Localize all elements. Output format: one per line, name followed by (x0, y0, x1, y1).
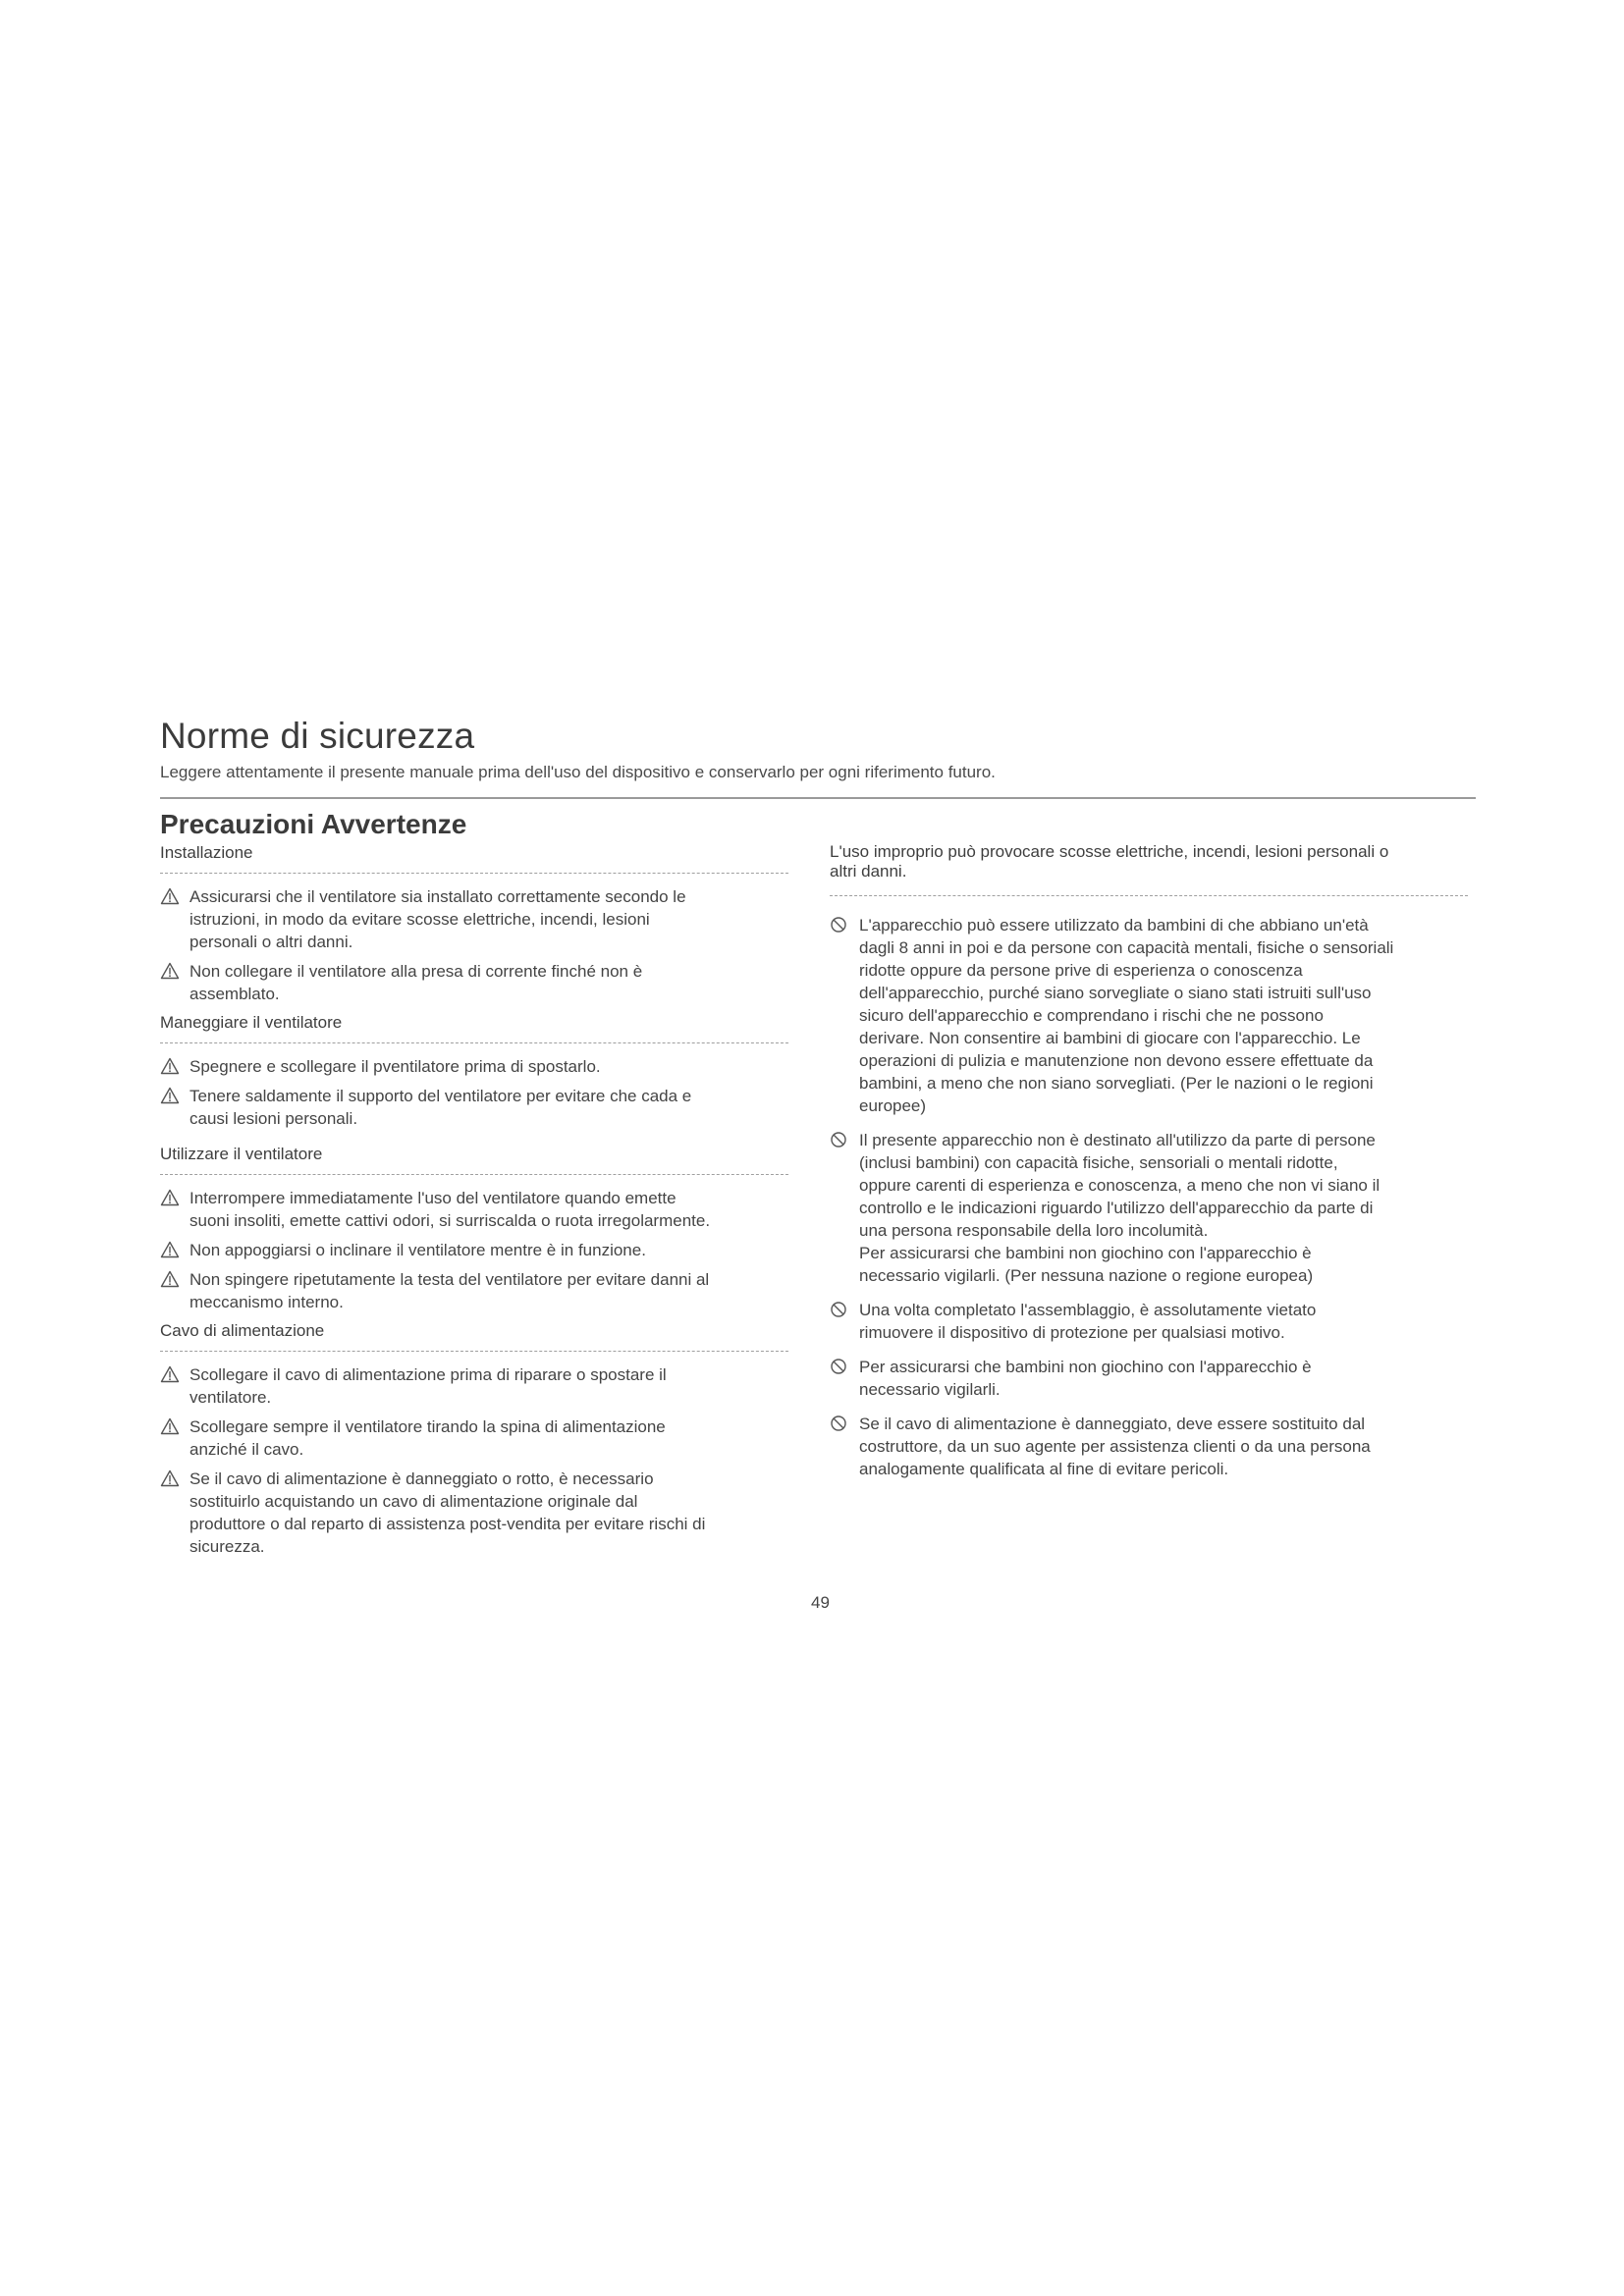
list-item (160, 1468, 788, 1558)
warning-icon (160, 1187, 189, 1207)
page-title: Norme di sicurezza (160, 716, 475, 756)
list-item-text: Non collegare il ventilatore alla presa di corrente finché non è assemblato. (189, 962, 643, 1003)
list-item-text: Tenere saldamente il supporto del ventilatore per evitare che cada e causi lesioni personali. (189, 1087, 692, 1128)
warning-icon (160, 1055, 189, 1076)
prohibited-icon (830, 1129, 859, 1149)
group-title: Maneggiare il ventilatore (160, 1013, 343, 1032)
list-item-text: Scollegare sempre il ventilatore tirando la spina di alimentazione anziché il cavo. (189, 1417, 666, 1459)
list-item-text: Il presente apparecchio non è destinato all'utilizzo da parte di persone (inclusi bambini) con capacità fisiche, sensoriali o mentali ridotte, oppure carenti di esperienza e conoscenza, a meno che non vi siano il controllo e le indicazioni riguardo l'utilizzo dell'apparecchio da parte di una persona responsabile della loro incolumità. Per assicurarsi che bambini non giochino con l'apparecchio è necessario vigilarli. (Per nessuna nazione o regione europea) (859, 1131, 1380, 1285)
dashed-divider (160, 1174, 788, 1175)
list-item (830, 1299, 1468, 1344)
dashed-divider (160, 1042, 788, 1043)
warning-icon (160, 1363, 189, 1384)
warning-icon (160, 1468, 189, 1488)
list-item (160, 1187, 788, 1232)
list-item (830, 1129, 1468, 1287)
list-item-text: Scollegare il cavo di alimentazione prima di riparare o spostare il ventilatore. (189, 1365, 667, 1407)
warning-icon (160, 885, 189, 906)
list-item-text: Se il cavo di alimentazione è danneggiato o rotto, è necessario sostituirlo acquistando un cavo di alimentazione originale dal produttore o dal reparto di assistenza post-vendita per evitare rischi di sicurezza. (189, 1469, 706, 1556)
dashed-divider (160, 873, 788, 874)
list-item (160, 1055, 788, 1078)
list-item (160, 1363, 788, 1409)
dashed-divider (830, 895, 1468, 896)
warning-icon (160, 960, 189, 981)
list-item-text: Per assicurarsi che bambini non giochino con l'apparecchio è necessario vigilarli. (859, 1358, 1312, 1399)
title-divider (160, 797, 1476, 799)
warning-icon (160, 1415, 189, 1436)
page-subtitle: Leggere attentamente il presente manuale prima dell'uso del dispositivo e conservarlo per ogni riferimento futuro. (160, 763, 996, 781)
group-title: Utilizzare il ventilatore (160, 1145, 323, 1163)
warning-icon (160, 1239, 189, 1259)
section-title: Precauzioni Avvertenze (160, 809, 467, 839)
list-item-text: Assicurarsi che il ventilatore sia installato correttamente secondo le istruzioni, in modo da evitare scosse elettriche, incendi, lesioni personali o altri danni. (189, 887, 686, 951)
list-item-text: Non spingere ripetutamente la testa del ventilatore per evitare danni al meccanismo interno. (189, 1270, 710, 1311)
safety-page (160, 715, 1476, 1556)
list-item-text: Se il cavo di alimentazione è danneggiato, deve essere sostituito dal costruttore, da un suo agente per assistenza clienti o da una persona analogamente qualificata al fine di evitare pericoli. (859, 1415, 1371, 1478)
list-item-text: L'apparecchio può essere utilizzato da bambini di che abbiano un'età dagli 8 anni in poi e da persone con capacità mentali, fisiche o sensoriali ridotte oppure da persone prive di esperienza o conoscenza dell'apparecchio, purché siano sorvegliate o siano stati istruiti sull'uso sicuro dell'apparecchio e comprendano i rischi che ne possono derivare. Non consentire ai bambini di giocare con l'apparecchio. Le operazioni di pulizia e manutenzione non devono essere effettuate da bambini, a meno che non siano sorvegliati. (Per le nazioni o le regioni europee) (859, 916, 1394, 1115)
list-item (160, 885, 788, 953)
prohibited-icon (830, 914, 859, 934)
list-item (160, 1239, 788, 1261)
list-item-text: Interrompere immediatamente l'uso del ventilatore quando emette suoni insoliti, emette cattivi odori, si surriscalda o ruota irregolarmente. (189, 1189, 711, 1230)
page-number: 49 (811, 1593, 830, 1612)
prohibited-icon (830, 1413, 859, 1433)
warning-icon (160, 1085, 189, 1105)
warning-icon (160, 1268, 189, 1289)
list-item-text: Una volta completato l'assemblaggio, è assolutamente vietato rimuovere il dispositivo di protezione per qualsiasi motivo. (859, 1301, 1317, 1342)
left-column (160, 842, 788, 1565)
prohibition-list (830, 914, 1468, 1480)
list-item (830, 1413, 1468, 1480)
list-item-text: Non appoggiarsi o inclinare il ventilatore mentre è in funzione. (189, 1241, 646, 1259)
prohibited-icon (830, 1356, 859, 1376)
list-item-text: Spegnere e scollegare il pventilatore prima di spostarlo. (189, 1057, 601, 1076)
right-column (830, 842, 1468, 1492)
list-item (160, 1268, 788, 1313)
list-item (830, 914, 1468, 1117)
list-item (160, 960, 788, 1005)
prohibited-icon (830, 1299, 859, 1319)
group-title: Cavo di alimentazione (160, 1321, 325, 1340)
dashed-divider (160, 1351, 788, 1352)
list-item (160, 1415, 788, 1461)
list-item (160, 1085, 788, 1130)
right-column-title: L'uso improprio può provocare scosse elettriche, incendi, lesioni personali o altri danni. (830, 842, 1389, 881)
list-item (830, 1356, 1468, 1401)
group-title: Installazione (160, 843, 253, 862)
